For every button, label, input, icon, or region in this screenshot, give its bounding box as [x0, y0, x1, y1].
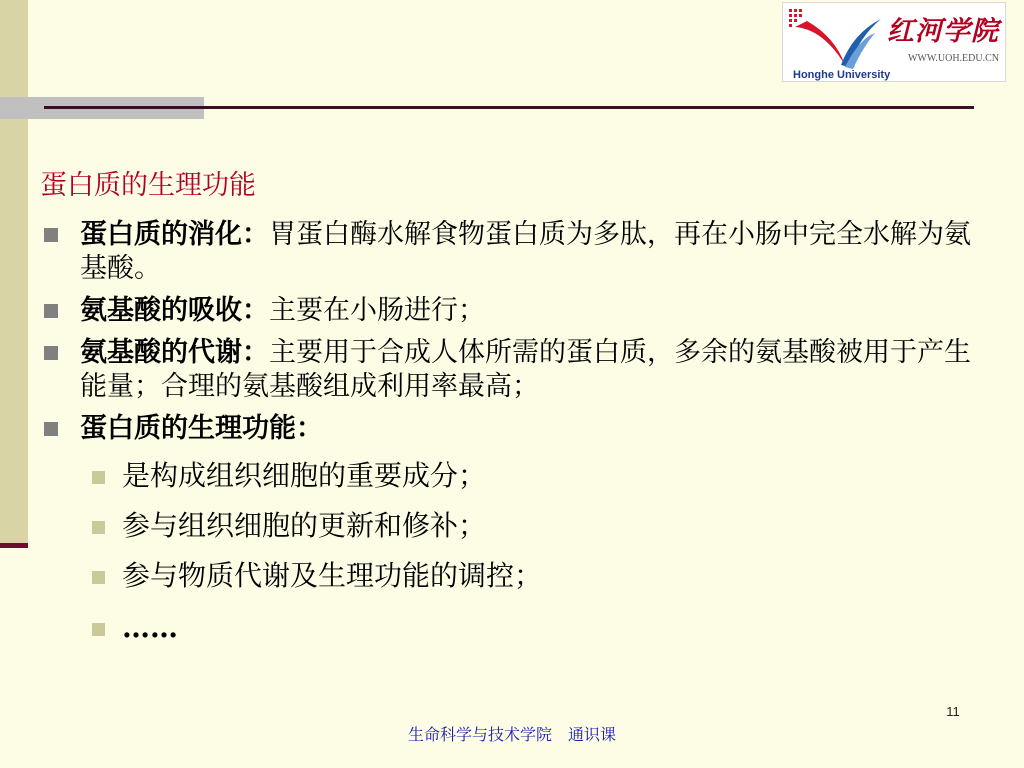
square-bullet-icon: [92, 471, 105, 484]
sub-bullet-text: 参与物质代谢及生理功能的调控；: [122, 559, 543, 592]
bullet-text: 主要用于合成人体所需的蛋白质，多余的氨基酸被用于产生能量；合理的氨基酸组成利用率最高；: [80, 337, 971, 402]
square-bullet-icon: [44, 422, 58, 436]
bullet-text: 胃蛋白酶水解食物蛋白质为多肽，再在小肠中完全水解为氨基酸。: [80, 219, 971, 284]
sub-bullet-item: [40, 508, 980, 544]
footer-text: 生命科学与技术学院 通识课: [407, 725, 616, 744]
bullet-item: [40, 218, 980, 286]
square-bullet-icon: [92, 521, 105, 534]
slide-heading: 蛋白质的生理功能: [40, 170, 256, 201]
logo-url: WWW.UOH.EDU.CN: [907, 53, 999, 64]
sub-bullet-text: ……: [122, 611, 178, 644]
square-bullet-icon: [44, 346, 58, 360]
page-number: 11: [946, 704, 960, 719]
sub-bullet-text: 是构成组织细胞的重要成分；: [122, 459, 487, 492]
bullet-label: 蛋白质的生理功能：: [80, 413, 323, 444]
bullet-item: [40, 336, 980, 404]
bullet-label: 氨基酸的吸收：: [80, 295, 269, 326]
square-bullet-icon: [92, 623, 105, 636]
sub-bullet-text: 参与组织细胞的更新和修补；: [122, 509, 487, 542]
bullet-item: [40, 294, 980, 328]
left-decor-mark: [0, 543, 28, 548]
university-logo: [782, 2, 1006, 82]
sub-bullet-item: [40, 610, 980, 646]
logo-english-name: Honghe University: [793, 69, 891, 81]
bullet-label: 蛋白质的消化：: [80, 219, 269, 250]
square-bullet-icon: [92, 571, 105, 584]
bullet-label: 氨基酸的代谢：: [80, 337, 269, 368]
slide-content: [40, 166, 980, 646]
square-bullet-icon: [44, 304, 58, 318]
title-rule: [44, 106, 974, 109]
bullet-text: 主要在小肠进行；: [269, 295, 485, 326]
bullet-item: [40, 412, 980, 446]
left-decor-bar: [0, 0, 28, 548]
sub-bullet-item: [40, 558, 980, 594]
logo-chinese-name: 红河学院: [887, 16, 999, 47]
square-bullet-icon: [44, 228, 58, 242]
sub-bullet-item: [40, 458, 980, 494]
